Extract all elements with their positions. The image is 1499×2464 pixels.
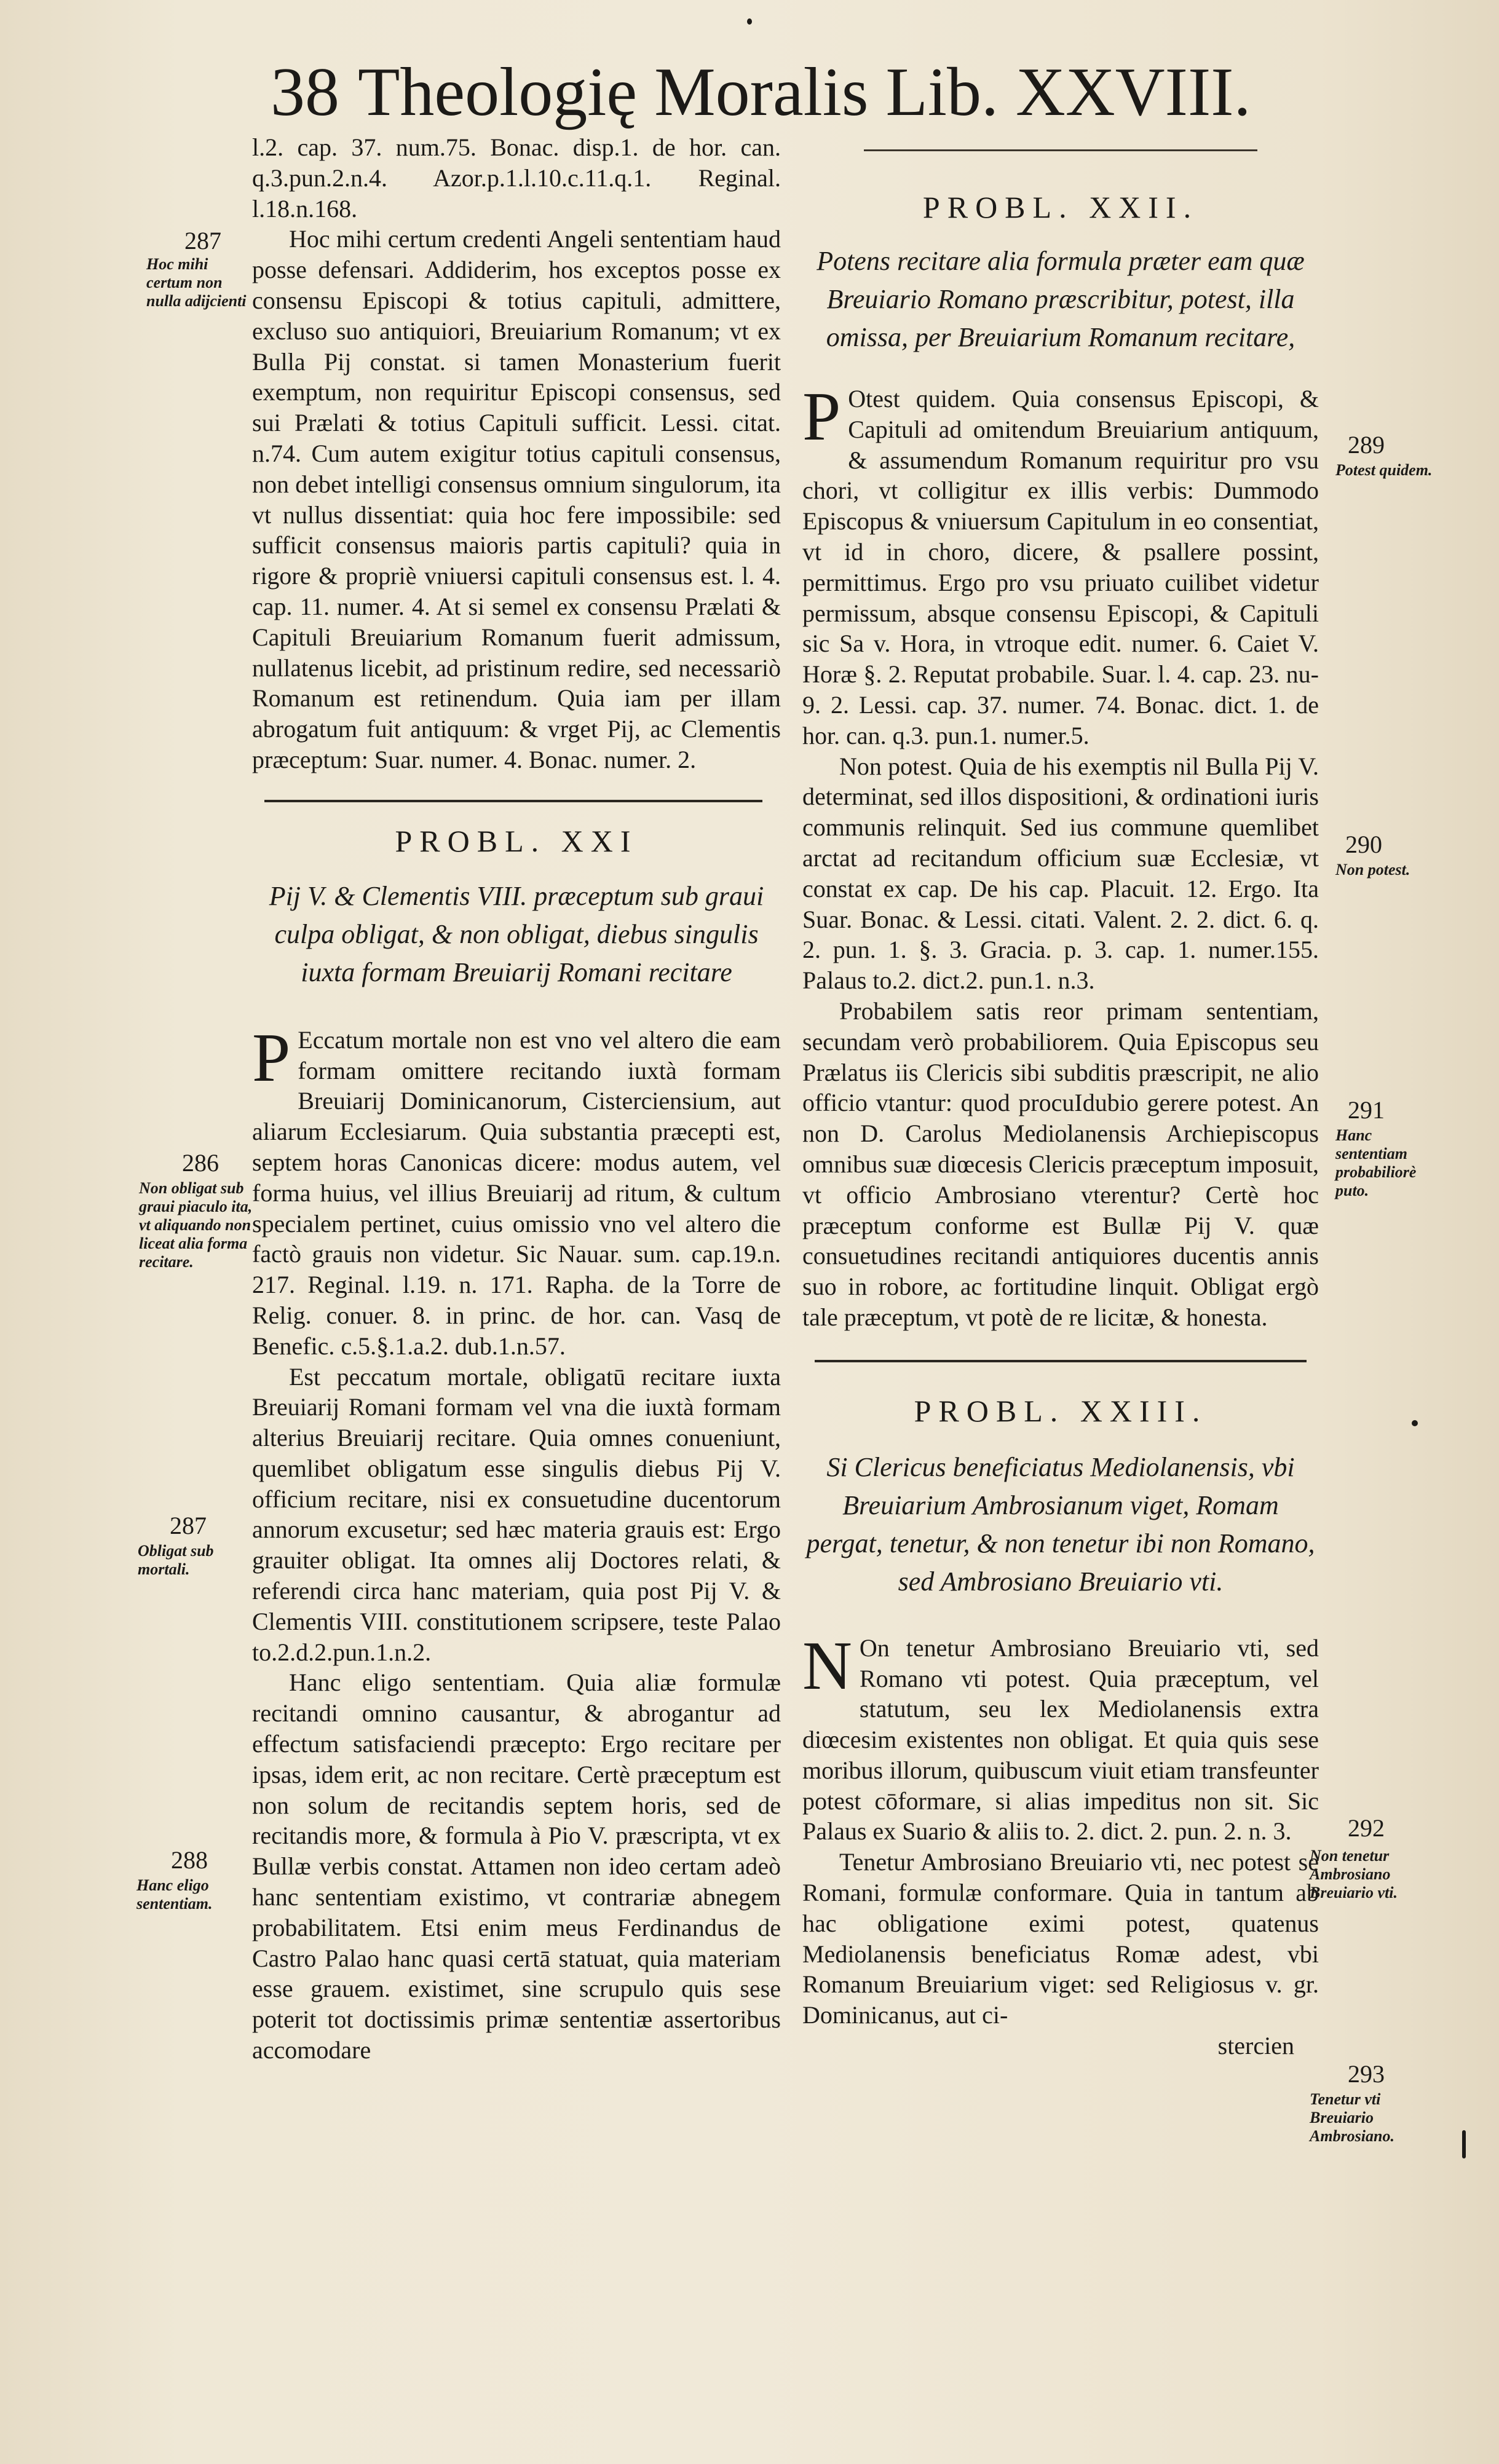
- drop-cap-n: N: [802, 1627, 852, 1704]
- paragraph-292-text: On tenetur Ambrosiano Breuiario vti, sed Romano vti potest. Quia præceptum, vel statutum, seu lex Mediolanensis extra diœcesim existentes non obligat. Et quia quis sese moribus illorum, quibuscum viuit etiam transfeunter potest cōformare, si alias impeditus non sit. Sic Palaus ex Suario & aliis to. 2. dict. 2. pun. 2. n. 3.: [802, 1633, 1319, 1846]
- ink-speck: [1412, 1420, 1418, 1426]
- drop-cap-p2: P: [802, 379, 841, 455]
- paragraph-286: [252, 1019, 781, 1362]
- margin-number-287a: 287: [184, 227, 221, 255]
- probl-22-title: Potens recitare alia formula præter eam quæ Breuiario Romano præscribitur, potest, illa omissa, per Breuiarium Romanum recitare,: [817, 246, 1305, 352]
- paragraph-289: [802, 379, 1319, 751]
- probl-21-title: Pij V. & Clementis VIII. præceptum sub graui culpa obligat, & non obligat, diebus singulis iuxta formam Breuiarij Romani recitare: [269, 880, 764, 987]
- ink-speck: [1462, 2130, 1466, 2158]
- paragraph-291: Probabilem satis reor primam sententiam, secundam verò probabiliorem. Quia Episcopus seu Prælatus iis Clericis sibi subditis præscripit, ne alio officio vtantur: quod procuIdubio gerere potest. An non D. Carolus Mediolanensis Archiepiscopus omnibus suæ diœcesis Clericis præceptum imposuit, vt officio Ambrosiano vterentur? Certè hoc præceptum conforme est Bullæ Pij V. quæ consuetudines recitandi antiquiores ducentis annis suo in robore, ac fortitudine linquit. Obligat ergò tale præceptum, vt potè de re licitæ, & honesta.: [802, 997, 1319, 1331]
- paragraph-290: Non potest. Quia de his exemptis nil Bulla Pij V. determinat, sed illos dispositioni, & ordinationi iuris communis relinquit. Sed ius commune quemlibet arctat ad recitandum officium suæ Ecclesiæ, vt constat ex cap. De his cap. Placuit. 12. Ergo. Ita Suar. Bonac. & Lessi. citati. Valent. 2. 2. dict. 6. q. 2. pun. 1. §. 3. Gracia. p. 3. cap. 1. numer.155. Palaus to.2. dict.2. pun.1. n.3.: [802, 752, 1319, 995]
- probl-23-heading: PROBL. XXIII.: [914, 1393, 1208, 1428]
- catchword: stercien: [1217, 2032, 1294, 2060]
- margin-note-292: Non tenetur Ambrosiano Breuiario vti.: [1310, 1847, 1398, 1901]
- margin-note-289: Potest quidem.: [1335, 461, 1433, 479]
- margin-note-286: Non obligat sub graui piaculo ita, vt aliquando non liceat alia forma recitare.: [139, 1179, 253, 1271]
- paragraph-293: Tenetur Ambrosiano Breuiario vti, nec potest se Romani, formulæ conformare. Quia in tantum ab hac obligatione eximi potest, quatenus Mediolanensis beneficiatus Romæ adest, vbi Romanum Breuiarium viget: sed Religiosus v. gr. Dominicanus, aut ci-: [802, 1848, 1319, 2029]
- opening-paragraph: l.2. cap. 37. num.75. Bonac. disp.1. de hor. can. q.3.pun.2.n.4. Azor.p.1.l.10.c.11.q.1. Reginal. l.18.n.168.: [252, 133, 781, 223]
- margin-note-288: Hanc eligo sententiam.: [136, 1876, 213, 1913]
- paragraph-287b: Est peccatum mortale, obligatū recitare iuxta Breuiarij Romani formam vel vna die iuxtà formam alterius Breuiarij recitare. Quia omnes conueniunt, quemlibet obligatum esse singulis diebus Pij V. officium recitare, nisi ex consuetudine ducentorum annorum excusetur; sed hæc materia grauis est: Ergo grauiter obligat. Ita omnes alij Doctores relati, & referendi circa hanc materiam, quia post Pij V. & Clementis VIII. constitutionem scripsere, teste Palao to.2.d.2.pun.1.n.2.: [252, 1362, 781, 1666]
- probl-23-title: Si Clericus beneficiatus Mediolanensis, vbi Breuiarium Ambrosianum viget, Romam pergat, tenetur, & non tenetur ibi non Romano, sed Ambrosiano Breuiario vti.: [806, 1451, 1315, 1597]
- drop-cap-p: P: [252, 1019, 291, 1096]
- ink-speck: [747, 18, 752, 25]
- margin-number-288: 288: [171, 1846, 208, 1874]
- paragraph-292: [802, 1627, 1319, 1847]
- paragraph-288: Hanc eligo sententiam. Quia aliæ formulæ recitandi omnino causantur, & abrogantur ad effectum satisfaciendi præcepto: Ergo recitare per ipsas, idem erit, ac non recitare. Certè præceptum est non solum de recitandis septem horis, sed de recitandis more, & formula à Pio V. præscripta, vt ex Bullæ verbis constat. Attamen non ideo certam adeò hanc sententiam existimo, vt contrariæ abnegem probabilitatem. Etsi enim meus Ferdinandus de Castro Palao hanc quasi certā statuat, quia materiam esse grauem. existimet, sine scrupulo quis sese poterit tot doctissimis primæ sententiæ assertoribus accomodare: [252, 1668, 781, 2064]
- margin-note-287a: Hoc mihi certum non nulla adijcienti: [146, 255, 247, 310]
- running-title: Theologię Moralis Lib. XXVIII.: [358, 54, 1251, 130]
- paragraph-287a: Hoc mihi certum credenti Angeli sententiam haud posse defensari. Addiderim, hos exceptos posse ex consensu Episcopi & totius capituli, admittere, excluso suo antiquiori, Breuiarium Romanum; vt ex Bulla Pij constat. si tamen Monasterium fuerit exemptum, non requiritur Episcopi consensus, sed sui Prælati & totius Capituli sufficit. Lessi. citat. n.74. Cum autem exigitur totius capituli consensus, non debet intelligi consensus omnium singulorum, ita vt nullus dissentiat: quia hoc fere impossibile: sed sufficit consensus maioris partis capituli? quia in rigore & propriè vniuersi capituli consensus est. l. 4. cap. 11. numer. 4. At si semel ex consensu Prælati & Capituli Breuiarium Romanum fuerit admissum, nullatenus licebit, ad pristinum redire, sed necessariò Romanum est retinendum. Quia iam per illam abrogatum fuit antiquum: & vrget Pij, ac Clementis præceptum: Suar. numer. 4. Bonac. numer. 2.: [252, 225, 781, 773]
- margin-note-287b: Obligat sub mortali.: [138, 1542, 214, 1578]
- right-column: [802, 132, 1319, 2061]
- margin-number-290: 290: [1345, 831, 1382, 858]
- margin-number-286: 286: [182, 1149, 219, 1177]
- paragraph-289-text: Otest quidem. Quia consensus Episcopi, & Capituli ad omitendum Breuiarium antiquum, & assumendum Romanum requiritur pro vsu chori, vt colligitur ex illis verbis: Dummodo Episcopus & vniuersum Capitulum in eo consentiat, vt id in choro, dicere, & psallere possint, permittimus. Ergo pro vsu priuato cuilibet videtur permissum, absque consensu Episcopi, & Capituli sic Sa v. Hora, in vtroque edit. numer. 6. Caiet V. Horæ §. 2. Reputat probabile. Suar. l. 4. cap. 23. nu-9. 2. Lessi. cap. 37. numer. 74. Bonac. dict. 1. de hor. can. q.3. pun.1. numer.5.: [802, 385, 1319, 749]
- margin-number-287b: 287: [170, 1512, 207, 1539]
- margin-note-293: Tenetur vti Breuiario Ambrosiano.: [1310, 2090, 1394, 2145]
- margin-number-293: 293: [1348, 2060, 1385, 2088]
- page-number: 38: [271, 54, 339, 130]
- paragraph-286-text: Eccatum mortale non est vno vel altero die eam formam omittere recitando iuxtà formam Breuiarij Dominicanorum, Cisterciensium, aut aliarum Ecclesiarum. Quia substantia præcepti est, septem horas Canonicas dicere: modus autem, vel forma huius, vel illius Breuiarij ad ritum, & cultum specialem pertinet, cuius omissio vno vel altero die factò grauis non videtur. Sic Nauar. sum. cap.19.n. 217. Reginal. l.19. n. 171. Rapha. de la Torre de Relig. conuer. 8. in princ. de hor. can. Vasq de Benefic. c.5.§.1.a.2. dub.1.n.57.: [252, 1025, 781, 1360]
- probl-22-heading: PROBL. XXII.: [922, 190, 1199, 224]
- margin-number-291: 291: [1348, 1096, 1385, 1124]
- margin-number-289: 289: [1348, 431, 1385, 459]
- margin-number-292: 292: [1348, 1814, 1385, 1842]
- left-column: [252, 132, 781, 2066]
- margin-note-291: Hanc sententiam probabiliorè puto.: [1335, 1126, 1417, 1199]
- margin-note-290: Non potest.: [1335, 861, 1410, 879]
- running-header: [271, 55, 1254, 129]
- probl-21-heading: PROBL. XXI: [395, 823, 638, 858]
